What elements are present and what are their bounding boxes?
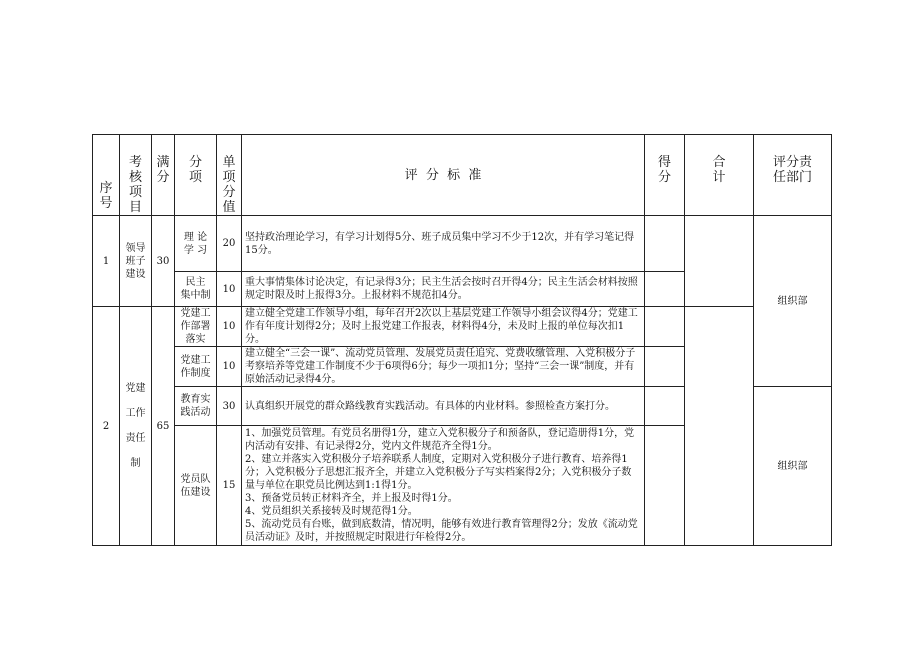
dept-lower: 组织部 [754, 387, 832, 546]
row1-sub1: 理 论 学 习 [175, 216, 217, 272]
scoring-table [92, 134, 832, 546]
row2-crit4 [242, 426, 645, 546]
row1-crit1: 坚持政治理论学习，有学习计划得5分、班子成员集中学习不少于12次，并有学习笔记得15分。 [242, 216, 645, 272]
row1-seq: 1 [93, 216, 120, 307]
row2-sub4: 党员队 伍建设 [175, 426, 217, 546]
row2-sub3: 教育实 践活动 [175, 387, 217, 426]
row2-val2: 10 [217, 347, 242, 387]
row2-crit4-line: 4、党员组织关系接转及时规范得1分。 [245, 506, 418, 517]
row2-full-score: 65 [152, 307, 175, 546]
row2-score-cell[interactable] [645, 307, 685, 347]
row2-total-cell[interactable] [685, 307, 754, 546]
row2-item [120, 307, 152, 546]
row2-sub1: 党建工 作部署 落实 [175, 307, 217, 347]
row2-score-cell-2[interactable] [645, 347, 685, 387]
row1-val2: 10 [217, 272, 242, 307]
header-score: 得 分 [645, 135, 685, 216]
header-full-score: 满 分 [152, 135, 175, 216]
row2-crit3: 认真组织开展党的群众路线教育实践活动。有具体的内业材料。参照检查方案打分。 [242, 387, 645, 426]
header-single-value: 单项 分值 [217, 135, 242, 216]
row2-crit4-line: 3、预备党员转正材料齐全，并上报及时得1分。 [245, 493, 458, 504]
row2-crit4-line: 1、加强党员管理。有党员名册得1分，建立入党积极分子和预备队，登记造册得1分，党内活动有安排、有记录得2分，党内文件规范齐全得1分。 [245, 428, 635, 452]
row2-crit2: 建立健全“三会一课”、流动党员管理、发展党员责任追究、党费收缴管理、入党积极分子考察培养等党建工作制度不少于6项得6分；每少一项扣1分；坚持“三会一课”制度，并有原始活动记录得4分。 [242, 347, 645, 387]
table-row [93, 216, 832, 272]
row2-sub2: 党建工 作制度 [175, 347, 217, 387]
row2-val4: 15 [217, 426, 242, 546]
row2-seq: 2 [93, 307, 120, 546]
header-dept: 评分责 任部门 [754, 135, 832, 216]
dept-upper: 组织部 [754, 216, 832, 387]
row1-val1: 20 [217, 216, 242, 272]
row2-val3: 30 [217, 387, 242, 426]
row2-score-cell-3[interactable] [645, 387, 685, 426]
row1-item-line: 领导 [125, 242, 146, 254]
row1-item [120, 216, 152, 307]
row2-val1: 10 [217, 307, 242, 347]
row2-crit4-line: 2、建立并落实入党积极分子培养联系人制度，定期对入党积极分子进行教育、培养得1分；入党积极分子思想汇报齐全，并建立入党积极分子写实档案得2分；入党积极分子数量与单位在职党员比例达到1:1得1分。 [245, 454, 632, 491]
header-seq [93, 135, 120, 216]
header-seq-text: 序 号 [99, 181, 113, 211]
row2-score-cell-4[interactable] [645, 426, 685, 546]
row2-crit4-line: 5、流动党员有台账，做到底数清，情况明，能够有效进行教育管理得2分；发放《流动党员活动证》及时，并按照规定时限进行年检得2分。 [245, 519, 638, 543]
row2-crit1: 建立健全党建工作领导小组，每年召开2次以上基层党建工作领导小组会议得4分；党建工作有年度计划得2分；及时上报党建工作报表，材料得4分，未及时上报的单位每次扣1分。 [242, 307, 645, 347]
row1-full-score: 30 [152, 216, 175, 307]
row2-item-line: 工作 [125, 408, 146, 419]
row1-total-cell[interactable] [685, 216, 754, 307]
header-total: 合 计 [685, 135, 754, 216]
header-sub-item: 分 项 [175, 135, 217, 216]
row2-item-line: 制 [130, 458, 141, 469]
row1-crit2: 重大事情集体讨论决定，有记录得3分；民主生活会按时召开得4分；民主生活会材料按照规定时限及时上报得3分。上报材料不规范扣4分。 [242, 272, 645, 307]
header-row [93, 135, 832, 216]
header-item: 考核 项目 [120, 135, 152, 216]
row1-sub2: 民主 集中制 [175, 272, 217, 307]
row1-item-line: 建设 [125, 268, 146, 280]
row1-score-cell[interactable] [645, 216, 685, 272]
row1-item-line: 班子 [125, 255, 146, 267]
header-criteria: 评 分 标 准 [242, 135, 645, 216]
row2-item-line: 责任 [125, 433, 146, 444]
table-row [93, 307, 832, 347]
row1-score-cell-2[interactable] [645, 272, 685, 307]
row2-item-line: 党建 [125, 383, 146, 394]
